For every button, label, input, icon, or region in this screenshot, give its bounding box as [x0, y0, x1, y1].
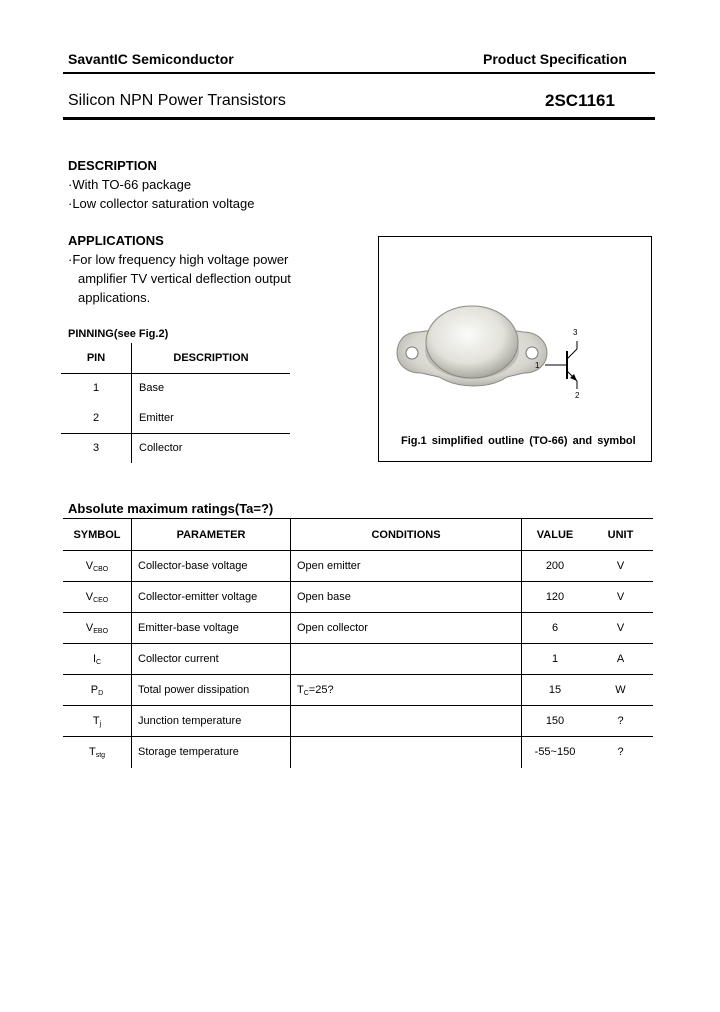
parameter-cell: Junction temperature [132, 706, 291, 737]
table-row [63, 582, 653, 613]
pin-number: 2 [61, 403, 132, 433]
value-cell: 150 [545, 715, 565, 727]
unit-cell: W [615, 684, 626, 696]
symbol-cell: $I_C$ [63, 644, 132, 675]
to66-package-illustration [379, 237, 651, 461]
pin-description: Emitter [139, 411, 174, 424]
col-header-value: VALUE [536, 528, 574, 541]
parameter-cell: Storage temperature [132, 737, 291, 768]
pinning-heading: PINNING(see Fig.2) [68, 328, 169, 340]
description-item: ·With TO-66 package [68, 177, 192, 192]
col-header-parameter: PARAMETER [132, 519, 291, 551]
pin-description: Base [139, 382, 165, 395]
value-cell: 1 [551, 653, 559, 665]
value-cell: 6 [551, 622, 559, 634]
table-row [63, 737, 653, 768]
description-heading: DESCRIPTION [68, 158, 157, 173]
applications-line: amplifier TV vertical deflection output [78, 271, 291, 286]
applications-heading: APPLICATIONS [68, 233, 164, 248]
applications-line: ·For low frequency high voltage power [68, 252, 289, 267]
value-cell: 200 [545, 560, 565, 572]
conditions-cell [291, 644, 522, 675]
unit-cell: ? [617, 715, 624, 727]
parameter-cell: Total power dissipation [132, 675, 291, 706]
col-header-unit: UNIT [607, 528, 634, 541]
doc-type: Product Specification [483, 51, 627, 67]
pin-number: 1 [61, 373, 132, 403]
pin-label-emitter: 2 [575, 391, 580, 400]
value-cell: 15 [548, 684, 562, 696]
symbol-cell: $T_j$ [63, 706, 132, 737]
conditions-cell: Open base [291, 582, 522, 613]
table-row [63, 551, 653, 582]
table-row [63, 644, 653, 675]
conditions-cell: Open collector [291, 613, 522, 644]
pinning-table [61, 343, 290, 463]
symbol-cell: $V_{CBO}$ [63, 551, 132, 582]
table-row [63, 675, 653, 706]
product-line: Silicon NPN Power Transistors [68, 92, 286, 109]
symbol-cell: $T_{stg}$ [63, 737, 132, 768]
header-rule-bottom [63, 117, 655, 120]
part-number: 2SC1161 [545, 91, 615, 110]
collector-lead [567, 349, 577, 359]
applications-line: applications. [78, 290, 151, 305]
parameter-cell: Collector current [132, 644, 291, 675]
pin-description: Collector [139, 442, 183, 455]
pin-number: 3 [61, 433, 132, 463]
parameter-cell: Collector-base voltage [132, 551, 291, 582]
description-item: ·Low collector saturation voltage [68, 196, 255, 211]
pin-label-base: 1 [535, 361, 540, 370]
table-row [63, 706, 653, 737]
value-cell: 120 [545, 591, 565, 603]
conditions-cell [291, 706, 522, 737]
conditions-cell: $T_C=25$? [291, 675, 522, 706]
ratings-table [63, 518, 653, 768]
conditions-cell [291, 737, 522, 768]
col-header-conditions: CONDITIONS [291, 519, 522, 551]
value-cell: -55~150 [534, 746, 576, 759]
ratings-heading: Absolute maximum ratings(Ta=?) [68, 501, 274, 516]
unit-cell: V [616, 622, 625, 634]
pin-label-collector: 3 [573, 328, 578, 337]
company-name: SavantIC Semiconductor [68, 51, 234, 67]
col-header-symbol: SYMBOL [63, 519, 132, 551]
unit-cell: V [616, 560, 625, 572]
conditions-cell: Open emitter [291, 551, 522, 582]
table-row [61, 373, 290, 403]
unit-cell: ? [617, 746, 624, 759]
table-row [61, 403, 290, 433]
symbol-cell: $P_D$ [63, 675, 132, 706]
table-row [63, 613, 653, 644]
table-row [61, 433, 290, 463]
header-rule-top [63, 72, 655, 74]
unit-cell: V [616, 591, 625, 603]
figure-caption: Fig.1 simplified outline (TO-66) and symbol [401, 435, 636, 447]
figure-box [378, 236, 652, 462]
symbol-cell: $V_{EBO}$ [63, 613, 132, 644]
parameter-cell: Emitter-base voltage [132, 613, 291, 644]
pin-desc-col-header: DESCRIPTION [173, 351, 249, 364]
unit-cell: A [616, 653, 625, 665]
symbol-cell: $V_{CEO}$ [63, 582, 132, 613]
pin-col-header: PIN [61, 343, 132, 373]
parameter-cell: Collector-emitter voltage [132, 582, 291, 613]
